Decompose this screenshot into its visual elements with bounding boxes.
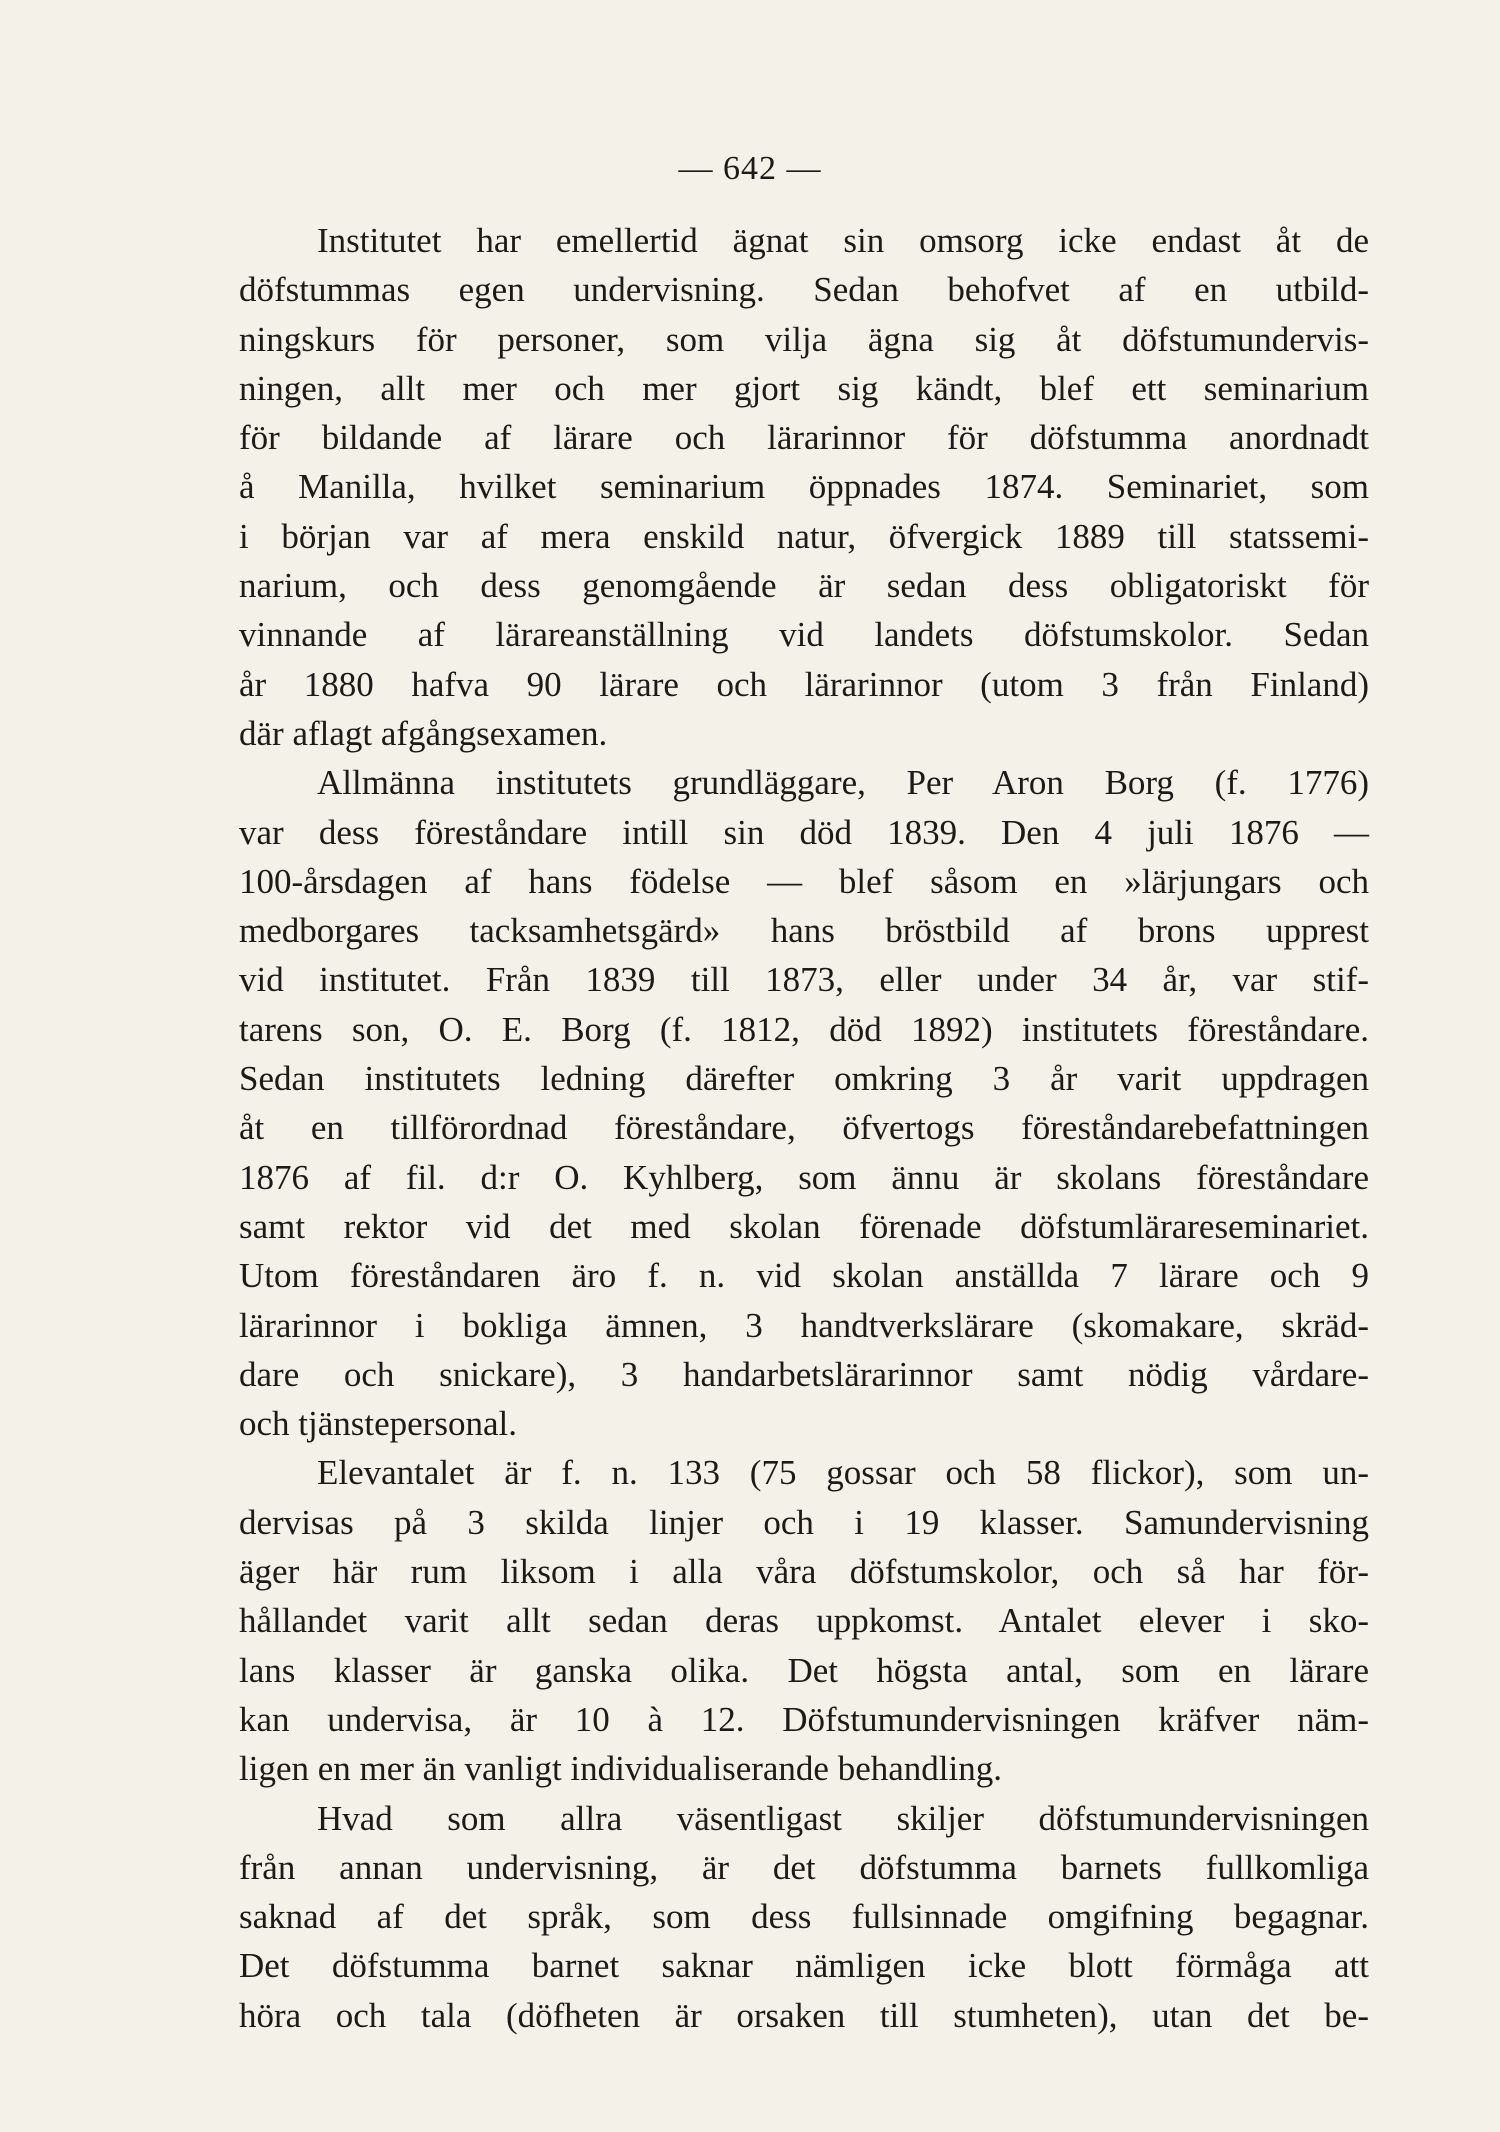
text-line: ningskurs för personer, som vilja ägna sig åt döfstumundervis- (239, 319, 1369, 359)
text-line: tarens son, O. E. Borg (f. 1812, död 1892) institutets föreståndare. (239, 1009, 1369, 1049)
body-text (239, 216, 1369, 2040)
text-line: vid institutet. Från 1839 till 1873, eller under 34 år, var stif- (239, 960, 1369, 1000)
text-line: 100-årsdagen af hans födelse — blef såsom en »lärjungars och (239, 861, 1369, 901)
text-line: samt rektor vid det med skolan förenade döfstumlärareseminariet. (239, 1206, 1369, 1246)
text-line: och tjänstepersonal. (239, 1404, 517, 1444)
text-line: 1876 af fil. d:r O. Kyhlberg, som ännu är skolans föreståndare (239, 1157, 1369, 1197)
text-line: saknad af det språk, som dess fullsinnade omgifning begagnar. (239, 1897, 1369, 1937)
text-line: var dess föreståndare intill sin död 1839. Den 4 juli 1876 — (239, 812, 1369, 852)
text-line: från annan undervisning, är det döfstumma barnets fullkomliga (239, 1847, 1369, 1887)
text-line: för bildande af lärare och lärarinnor för döfstumma anordnadt (239, 418, 1369, 458)
text-line: lans klasser är ganska olika. Det högsta antal, som en lärare (239, 1650, 1369, 1690)
text-line: dare och snickare), 3 handarbetslärarinnor samt nödig vårdare- (239, 1354, 1369, 1394)
text-line: ningen, allt mer och mer gjort sig kändt, blef ett seminarium (239, 368, 1369, 408)
text-line: kan undervisa, är 10 à 12. Döfstumundervisningen kräfver näm- (239, 1699, 1369, 1739)
text-line: åt en tillförordnad föreståndare, öfvertogs föreståndarebefattningen (239, 1108, 1369, 1148)
text-line: narium, och dess genomgående är sedan dess obligatoriskt för (239, 566, 1369, 606)
text-line: hållandet varit allt sedan deras uppkomst. Antalet elever i sko- (239, 1601, 1369, 1641)
text-line: Sedan institutets ledning därefter omkring 3 år varit uppdragen (239, 1059, 1369, 1099)
text-line: höra och tala (döfheten är orsaken till stumheten), utan det be- (239, 1995, 1369, 2035)
text-line: vinnande af lärareanställning vid landets döfstumskolor. Sedan (239, 615, 1369, 655)
text-line: dervisas på 3 skilda linjer och i 19 klasser. Samundervisning (239, 1502, 1369, 1542)
text-line: döfstummas egen undervisning. Sedan behofvet af en utbild- (239, 270, 1369, 310)
text-line: å Manilla, hvilket seminarium öppnades 1874. Seminariet, som (239, 467, 1369, 507)
text-line: Utom föreståndaren äro f. n. vid skolan anställda 7 lärare och 9 (239, 1256, 1369, 1296)
text-line: Det döfstumma barnet saknar nämligen icke blott förmåga att (239, 1946, 1369, 1986)
text-line: år 1880 hafva 90 lärare och lärarinnor (utom 3 från Finland) (239, 664, 1369, 704)
text-line: där aflagt afgångsexamen. (239, 713, 608, 753)
text-line: lärarinnor i bokliga ämnen, 3 handtverkslärare (skomakare, skräd- (239, 1305, 1369, 1345)
page-number: — 642 — (678, 150, 822, 187)
text-line: äger här rum liksom i alla våra döfstumskolor, och så har för- (239, 1552, 1369, 1592)
text-line: Institutet har emellertid ägnat sin omsorg icke endast åt de (317, 221, 1369, 260)
text-line: Hvad som allra väsentligast skiljer döfstumundervisningen (317, 1798, 1369, 1838)
text-line: i början var af mera enskild natur, öfvergick 1889 till statssemi- (239, 516, 1369, 556)
text-line: medborgares tacksamhetsgärd» hans bröstbild af brons upprest (239, 911, 1369, 951)
text-line: Allmänna institutets grundläggare, Per Aron Borg (f. 1776) (317, 763, 1369, 803)
text-line: Elevantalet är f. n. 133 (75 gossar och 58 flickor), som un- (317, 1453, 1369, 1493)
text-line: ligen en mer än vanligt individualiserande behandling. (239, 1749, 1002, 1789)
